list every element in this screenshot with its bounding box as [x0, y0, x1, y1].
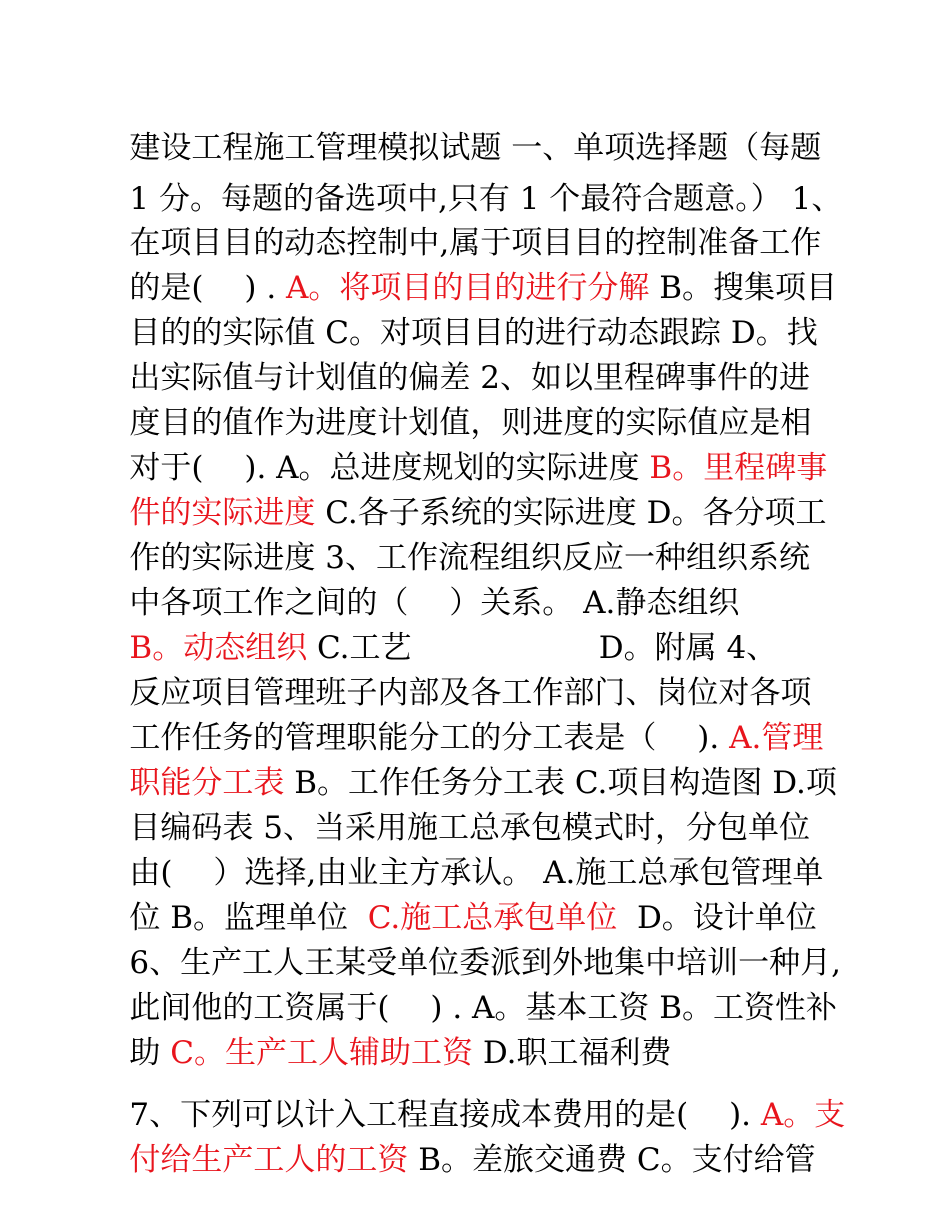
answer-highlight: B。动态组织	[129, 630, 308, 666]
text-run: 目的的实际值 C。对项目目的进行动态跟踪 D。找	[129, 315, 818, 351]
text-run: 工作任务的管理职能分工的分工表是（ ).	[129, 720, 730, 756]
text-run: C.工艺 D。附属 4、	[307, 630, 778, 666]
text-run: 作的实际进度 3、工作流程组织反应一种组织系统	[129, 540, 810, 576]
text-run: B。差旅交通费 C。支付给管	[408, 1142, 816, 1178]
text-run: 6、生产工人王某受单位委派到外地集中培训一种月,	[129, 945, 841, 981]
text-run: 目编码表 5、当采用施工总承包模式时，分包单位	[129, 810, 810, 846]
text-run: 中各项工作之间的（ ）关系。 A.静态组织	[129, 585, 740, 621]
text-run: 助	[129, 1035, 171, 1071]
text-run: B。搜集项目	[649, 270, 838, 306]
text-run: B。工作任务分工表 C.项目构造图 D.项	[284, 765, 837, 801]
text-run: 建设工程施工管理模拟试题 一、单项选择题（每题	[129, 130, 822, 166]
answer-highlight: B。里程碑事	[649, 450, 828, 486]
text-run: 在项目目的动态控制中,属于项目目的控制准备工作	[129, 225, 822, 261]
text-run: 位 B。监理单位	[129, 900, 368, 936]
answer-highlight: 件的实际进度	[129, 495, 316, 531]
answer-highlight: 职能分工表	[129, 765, 285, 801]
answer-highlight: 付给生产工人的工资	[129, 1142, 409, 1178]
answer-highlight: C.施工总承包单位	[367, 900, 618, 936]
text-run: 由( ）选择,由业主方承认。 A.施工总承包管理单	[129, 855, 824, 891]
text-run: D.职工福利费	[473, 1035, 672, 1071]
text-run: 此间他的工资属于( ) . A。基本工资 B。工资性补	[129, 990, 838, 1026]
text-run: 对于( ). A。总进度规划的实际进度	[129, 450, 650, 486]
text-run: C.各子系统的实际进度 D。各分项工	[315, 495, 827, 531]
text-run: 1 分。每题的备选项中,只有 1 个最符合题意。） 1、	[129, 181, 843, 217]
text-run: 度目的值作为进度计划值，则进度的实际值应是相	[129, 405, 812, 441]
text-line	[90, 1094, 816, 1226]
answer-highlight: A.管理	[729, 720, 824, 756]
text-run: 的是( ) .	[129, 270, 287, 306]
text-run: D。设计单位	[617, 900, 817, 936]
text-run: 7、下列可以计入工程直接成本费用的是( ).	[129, 1097, 761, 1133]
text-run: 反应项目管理班子内部及各工作部门、岗位对各项	[129, 675, 812, 711]
answer-highlight: C。生产工人辅助工资	[170, 1035, 473, 1071]
text-run: 出实际值与计划值的偏差 2、如以里程碑事件的进	[129, 360, 810, 396]
answer-highlight: A。将项目的目的进行分解	[286, 270, 650, 306]
answer-highlight: A。支	[760, 1097, 846, 1133]
